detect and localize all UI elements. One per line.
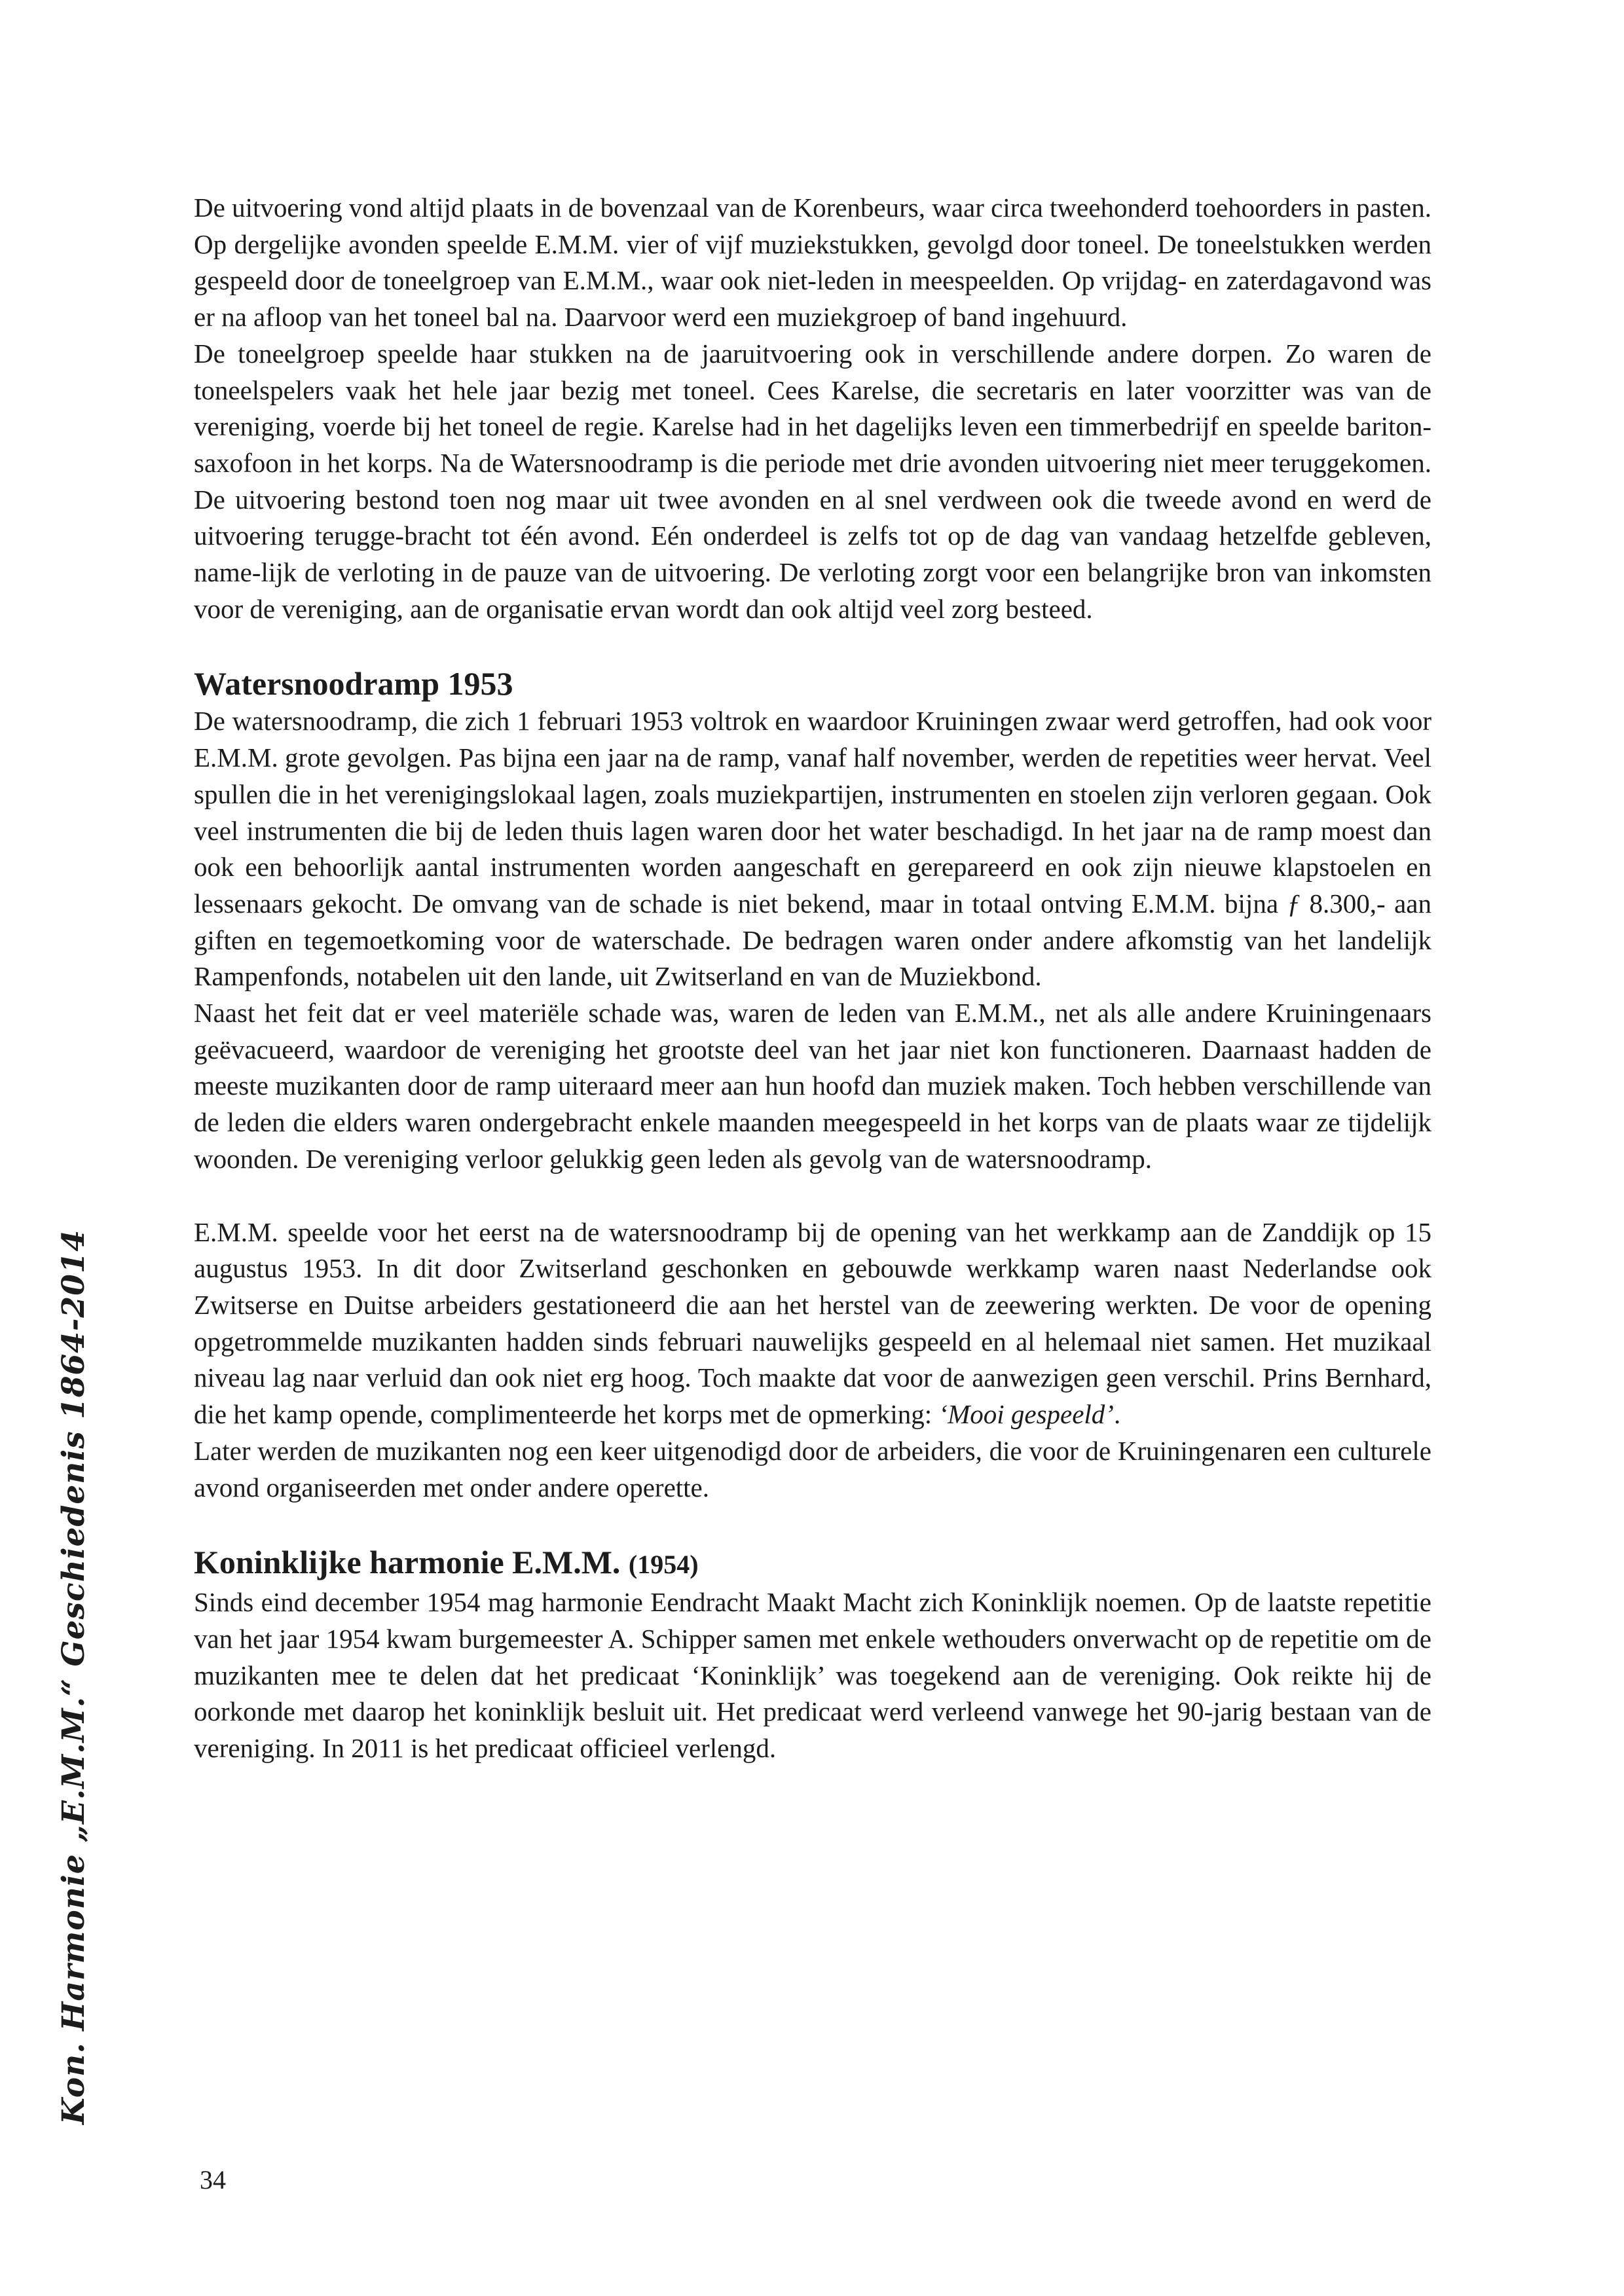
watersnoodramp-p3-end: . bbox=[1113, 1399, 1121, 1430]
koninklijk-paragraph-1: Sinds eind december 1954 mag harmonie Eendracht Maakt Macht zich Koninklijk noemen. Op de laatste repetitie van het jaar 1954 kwam burgemeester A. Schipper samen met enkele wethouders onverwacht op de repetitie om de muzikanten mee te delen dat het predicaat ‘Koninklijk’ was toegekend aan de vereniging. Ook reikte hij de oorkonde met daarop het koninklijk besluit uit. Het predicaat werd verleend vanwege het 90-jarig bestaan van de vereniging. In 2011 is het predicaat officieel verlengd. bbox=[194, 1587, 1431, 1764]
section-heading-watersnoodramp: Watersnoodramp 1953 bbox=[194, 665, 513, 702]
intro-paragraph-2: De toneelgroep speelde haar stukken na de jaaruitvoering ook in verschillende andere dorpen. Zo waren de toneelspelers vaak het hele jaar bezig met toneel. Cees Karelse, die secretaris en later voorzitter was van de vereniging, voerde bij het toneel de regie. Karelse had in het dagelijks leven een timmerbedrijf en speelde bariton-saxofoon in het korps. Na de Watersnoodramp is die periode met drie avonden uitvoering niet meer teruggekomen. De uitvoering bestond toen nog maar uit twee avonden en al snel verdween ook die tweede avond en werd de uitvoering terugge-bracht tot één avond. Eén onderdeel is zelfs tot op de dag van vandaag hetzelfde gebleven, name-lijk de verloting in de pauze van de uitvoering. De verloting zorgt voor een belangrijke bron van inkomsten voor de vereniging, aan de organisatie ervan wordt dan ook altijd veel zorg besteed. bbox=[194, 338, 1431, 624]
section-heading-koninklijk bbox=[194, 1542, 1431, 1584]
page-content bbox=[194, 190, 1431, 1767]
spacer bbox=[194, 1178, 1431, 1214]
watersnoodramp-p3-text: E.M.M. speelde voor het eerst na de watersnoodramp bij de opening van het werkkamp aan de Zanddijk op 15 augustus 1953. In dit door Zwitserland geschonken en gebouwde werkkamp waren naast Nederlandse ook Zwitserse en Duitse arbeiders gestationeerd die aan het herstel van de zeewering werkten. De voor de opening opgetrommelde muzikanten hadden sinds februari nauwelijks gespeeld en al helemaal niet samen. Het muzikaal niveau lag naar verluid dan ook niet erg hoog. Toch maakte dat voor de aanwezigen geen verschil. Prins Bernhard, die het kamp opende, complimenteerde het korps met de opmerking: bbox=[194, 1216, 1431, 1430]
sidebar-running-title: Kon. Harmonie „E.M.M.“ Geschiedenis 1864-2014 bbox=[56, 1229, 92, 2124]
watersnoodramp-paragraph-4: Later werden de muzikanten nog een keer uitgenodigd door de arbeiders, die voor de Kruiningenaren een culturele avond organiseerden met onder andere operette. bbox=[194, 1435, 1431, 1503]
watersnoodramp-paragraph-2: Naast het feit dat er veel materiële schade was, waren de leden van E.M.M., net als alle andere Kruiningenaars geëvacueerd, waardoor de vereniging het grootste deel van het jaar niet kon functioneren. Daarnaast hadden de meeste muzikanten door de ramp uiteraard meer aan hun hoofd dan muziek maken. Toch hebben verschillende van de leden die elders waren ondergebracht enkele maanden meegespeeld in het korps van de plaats waar ze tijdelijk woonden. De vereniging verloor gelukkig geen leden als gevolg van de watersnoodramp. bbox=[194, 998, 1431, 1174]
watersnoodramp-paragraph-3 bbox=[194, 1214, 1431, 1433]
guilder-symbol: ƒ bbox=[1287, 888, 1301, 919]
page-number: 34 bbox=[200, 2165, 226, 2195]
spacer bbox=[194, 1506, 1431, 1542]
intro-paragraph-1: De uitvoering vond altijd plaats in de bovenzaal van de Korenbeurs, waar circa tweehonderd toehoorders in pasten. Op dergelijke avonden speelde E.M.M. vier of vijf muziekstukken, gevolgd door toneel. De toneelstukken werden gespeeld door de toneelgroep van E.M.M., waar ook niet-leden in meespeelden. Op vrijdag- en zaterdagavond was er na afloop van het toneel bal na. Daarvoor werd een muziekgroep of band ingehuurd. bbox=[194, 192, 1431, 333]
quote-mooi-gespeeld: ‘Mooi gespeeld’ bbox=[938, 1399, 1114, 1430]
koninklijk-title: Koninklijke harmonie E.M.M. bbox=[194, 1544, 621, 1581]
watersnoodramp-p1-rest: 8.300,- aan giften en tegemoetkoming voor de waterschade. De bedragen waren onder andere afkomstig van het landelijk Rampenfonds, notabelen uit den lande, uit Zwitserland en van de Muziekbond. bbox=[194, 888, 1431, 992]
watersnoodramp-p1-text: De watersnoodramp, die zich 1 februari 1953 voltrok en waardoor Kruiningen zwaar werd getroffen, had ook voor E.M.M. grote gevolgen. Pas bijna een jaar na de ramp, vanaf half november, werden de repetities weer hervat. Veel spullen die in het verenigingslokaal lagen, zoals muziekpartijen, instrumenten en stoelen zijn verloren gegaan. Ook veel instrumenten die bij de leden thuis lagen waren door het water beschadigd. In het jaar na de ramp moest dan ook een behoorlijk aantal instrumenten worden aangeschaft en gerepareerd en ook zijn nieuwe klapstoelen en lessenaars gekocht. De omvang van de schade is niet bekend, maar in totaal ontving E.M.M. bijna bbox=[194, 706, 1431, 919]
koninklijk-title-year: (1954) bbox=[628, 1550, 699, 1580]
spacer bbox=[194, 627, 1431, 664]
watersnoodramp-paragraph-1 bbox=[194, 703, 1431, 995]
